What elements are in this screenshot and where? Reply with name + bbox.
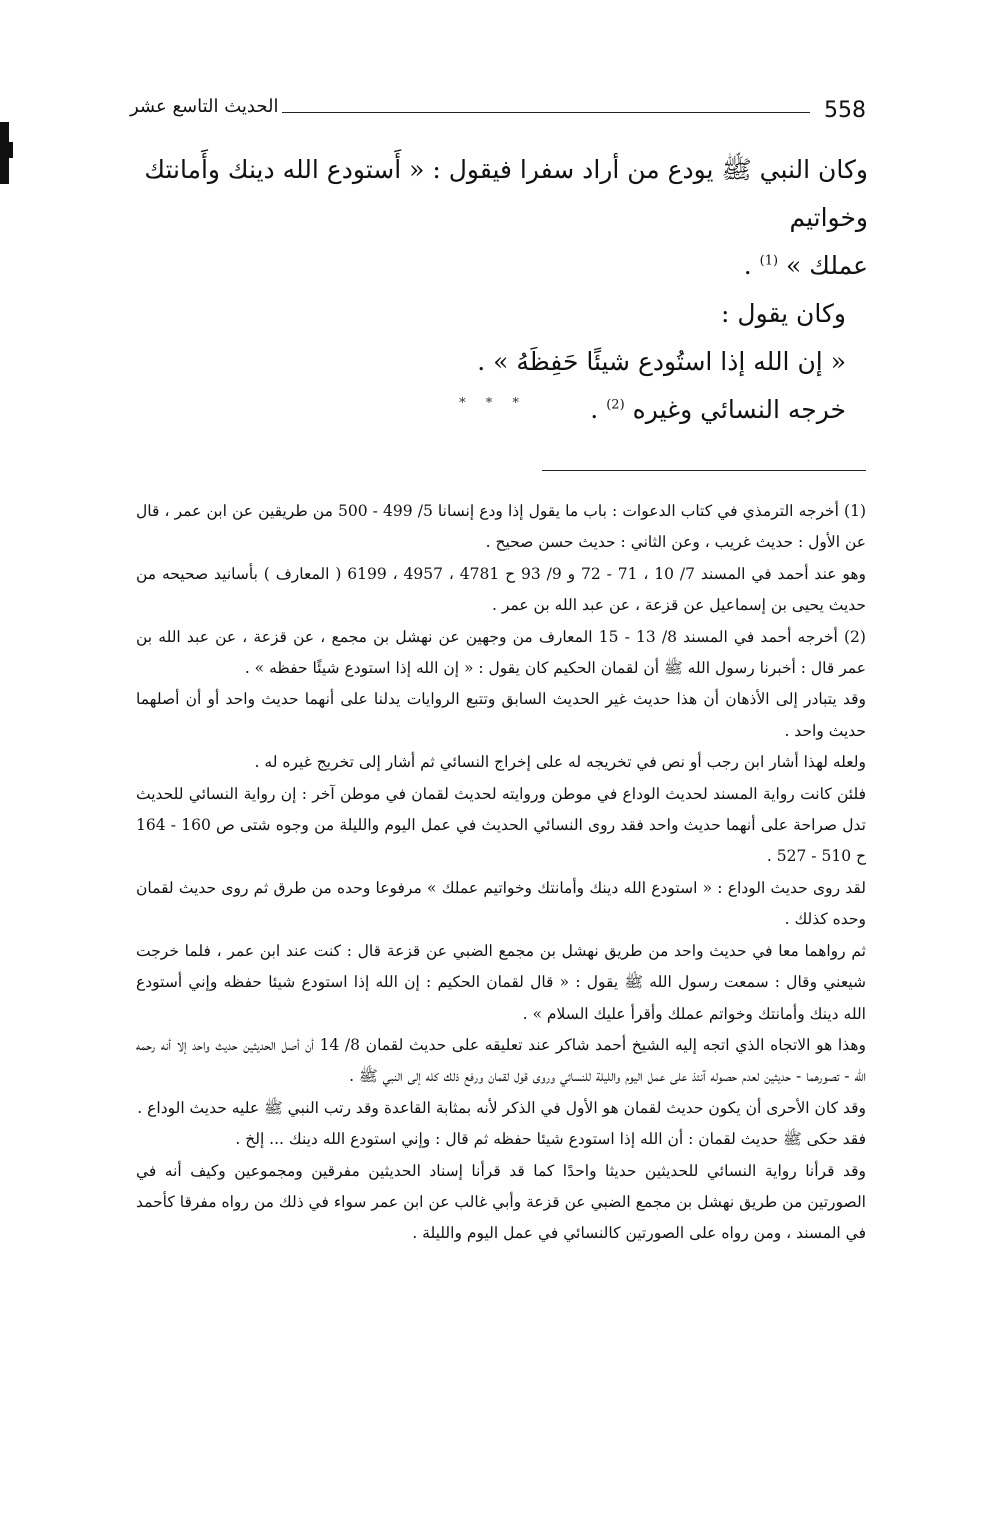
main-p4-end: . — [590, 395, 599, 424]
section-separator: * * * — [459, 396, 527, 411]
footnote-paragraph: فلئن كانت رواية المسند لحديث الوداع في موطن وروايته لحديث لقمان في موطن آخر : إن رواية النسائي للحديث تدل صراحة على أنهما حديث واحد فقد روى النسائي الحديث في عمل اليوم والليلة من وجوه شتى ص 160 - 164 ح 510 - 527 . — [136, 784, 866, 866]
footnote-paragraph: وهذا هو الاتجاه الذي اتجه إليه الشيخ أحمد شاكر عند تعليقه على حديث لقمان 8/ 14 أن أصل الحديثين حديث واحد إلا أنه رحمه الله - تصورهما - حديثين لعدم حصوله آنئذ على عمل اليوم والليلة للنسائي وروى قول لقمان ورفع ذلك كله إلى النبي ﷺ . — [136, 1035, 867, 1086]
footnote-paragraph: وقد قرأنا رواية النسائي للحديثين حديثا واحدًا كما قد قرأنا إسناد الحديثين مفرقين ومجموعين وكيف أنه في الصورتين من طريق نهشل بن مجمع الضبي عن قزعة وأبي غالب عن ابن عمر سواء في ذلك من رواه مفرقا كأحمد في المسند ، ومن رواه على الصورتين كالنسائي في عمل اليوم والليلة . — [136, 1161, 866, 1243]
margin-tab-mark — [0, 122, 9, 184]
main-paragraph-3: « إن الله إذا استُودع شيئًا حَفِظَهُ » . — [477, 347, 846, 376]
footnote-rule — [542, 470, 866, 471]
footnote-paragraph: (1) أخرجه الترمذي في كتاب الدعوات : باب ما يقول إذا ودع إنسانا 5/ 499 - 500 من طريقين عن ابن عمر ، قال عن الأول : حديث غريب ، وعن الثاني : حديث حسن صحيح . — [136, 502, 866, 552]
footnote-paragraph: ثم رواهما معا في حديث واحد من طريق نهشل بن مجمع الضبي عن قزعة قال : كنت عند ابن عمر ، فلما خرجت شيعني وقال : سمعت رسول الله ﷺ يقول : « قال لقمان الحكيم : إن الله إذا استودع شيئا حفظه وإني أستودع الله دينك وأمانتك وخواتم عملك وأقرأ عليك السلام » . — [136, 941, 866, 1023]
running-header — [130, 96, 866, 128]
main-p1-line1: وكان النبي ﷺ يودع من أراد سفرا فيقول : « أَستودع الله دينك وأَمانتك وخواتيم — [144, 155, 868, 232]
footnote-paragraph: وقد كان الأحرى أن يكون حديث لقمان هو الأول في الذكر لأنه بمثابة القاعدة وقد رتب النبي ﷺ عليه حديث الوداع . — [137, 1098, 866, 1117]
header-rule — [282, 112, 810, 113]
main-p1-end: . — [743, 251, 752, 280]
footnote-paragraph: فقد حكى ﷺ حديث لقمان : أن الله إذا استودع شيئا حفظه ثم قال : وإني استودع الله دينك ... إلخ . — [235, 1130, 866, 1149]
footnote-ref-2: (2) — [606, 397, 625, 413]
main-text — [138, 146, 868, 434]
main-p1-line2: عملك » — [786, 251, 868, 280]
footnote-paragraph: ولعله لهذا أشار ابن رجب أو نص في تخريجه له على إخراج النسائي ثم أشار إلى تخريج غيره له . — [254, 753, 866, 772]
footnote-paragraph: (2) أخرجه أحمد في المسند 8/ 13 - 15 المعارف من وجهين عن نهشل بن مجمع ، عن قزعة ، عن عبد الله بن عمر قال : أخبرنا رسول الله ﷺ أن لقمان الحكيم كان يقول : « إن الله إذا استودع شيئًا حفظه » . — [136, 627, 866, 678]
running-title: الحديث التاسع عشر — [130, 96, 279, 117]
footnote-paragraph: وهو عند أحمد في المسند 7/ 10 ، 71 - 72 و 9/ 93 ح 4781 ، 4957 ، 6199 ( المعارف ) بأسانيد صحيحه من حديث يحيى بن إسماعيل عن قزعة ، عن عبد الله بن عمر . — [136, 564, 867, 615]
footnote-ref-1: (1) — [759, 253, 779, 269]
footnote-paragraph: وقد يتبادر إلى الأذهان أن هذا حديث غير الحديث السابق وتتبع الروايات يدلنا على أنهما حديث واحد أو أن أصلهما حديث واحد . — [136, 690, 866, 740]
footnote-paragraph: لقد روى حديث الوداع : « استودع الله دينك وأمانتك وخواتيم عملك » مرفوعا وحده من طرق ثم روى حديث لقمان وحده كذلك . — [136, 878, 866, 929]
main-p4-text: خرجه النسائي وغيره — [632, 395, 846, 424]
main-paragraph-2: وكان يقول : — [721, 299, 846, 328]
footnotes — [136, 496, 866, 1250]
main-paragraph-1 — [138, 146, 868, 290]
page-number: 558 — [824, 98, 866, 123]
